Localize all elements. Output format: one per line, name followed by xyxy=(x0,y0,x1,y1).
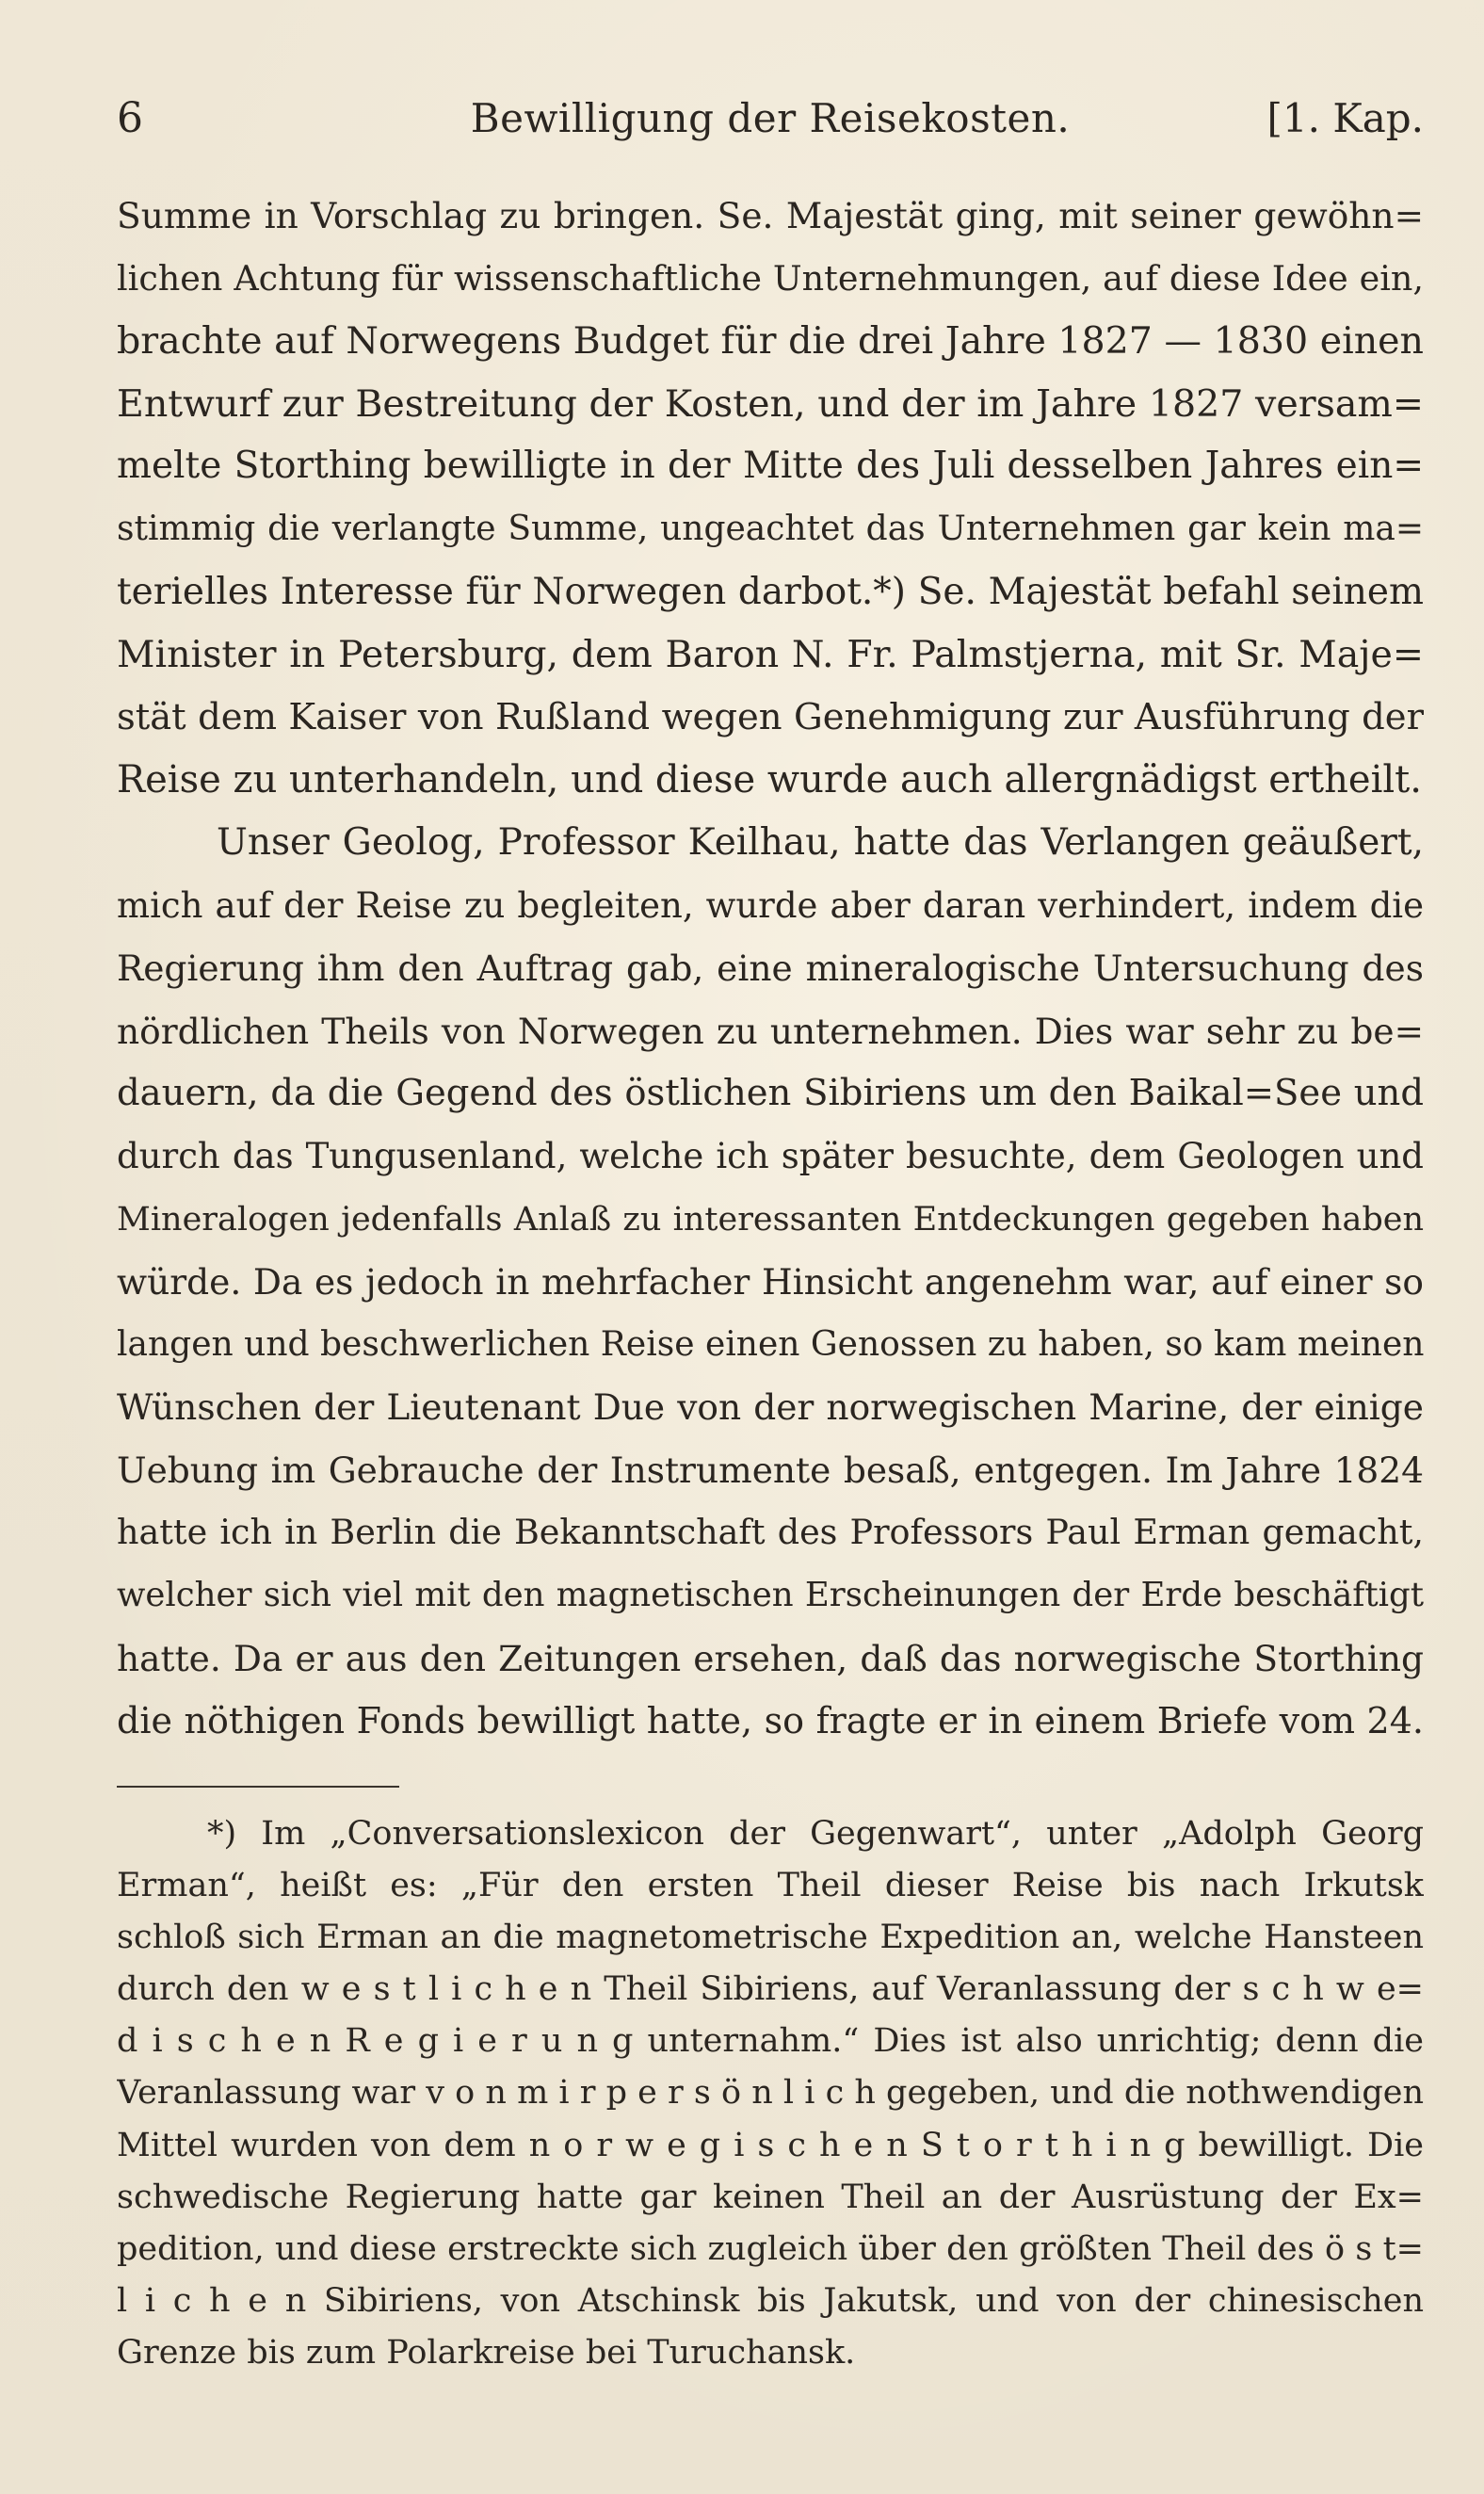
footnote-line: schloß sich Erman an die magnetometrische Expedition an, welche Hansteen xyxy=(117,1919,1424,1957)
text-line: Uebung im Gebrauche der Instrumente besaß, entgegen. Im Jahre 1824 xyxy=(117,1449,1424,1491)
text-line: Minister in Petersburg, dem Baron N. Fr. Palmstjerna, mit Sr. Maje= xyxy=(117,633,1424,677)
text-line: mich auf der Reise zu begleiten, wurde aber daran verhindert, indem die xyxy=(117,884,1424,926)
text-line: hatte. Da er aus den Zeitungen ersehen, daß das norwegische Storthing xyxy=(117,1637,1424,1679)
footnote-line: *) Im „Conversationslexicon der Gegenwart“, unter „Adolph Georg xyxy=(207,1815,1424,1853)
text-line: melte Storthing bewilligte in der Mitte des Juli desselben Jahres ein= xyxy=(117,445,1424,488)
text-line: terielles Interesse für Norwegen darbot.*) Se. Majestät befahl seinem xyxy=(117,570,1424,613)
text-line: Entwurf zur Bestreitung der Kosten, und der im Jahre 1827 versam= xyxy=(117,381,1424,426)
footnote-line: pedition, und diese erstreckte sich zugleich über den größten Theil des ö s t= xyxy=(117,2229,1424,2268)
footnote-line: l i c h e n Sibiriens, von Atschinsk bis Jakutsk, und von der chinesischen xyxy=(117,2281,1424,2320)
footnote-line: d i s c h e n R e g i e r u n g unternahm.“ Dies ist also unrichtig; denn die xyxy=(117,2022,1424,2061)
text-line: Mineralogen jedenfalls Anlaß zu interessanten Entdeckungen gegeben haben xyxy=(117,1200,1424,1239)
page-header xyxy=(117,90,1424,147)
footnote-divider xyxy=(117,1786,399,1788)
running-title: Bewilligung der Reisekosten. xyxy=(470,95,1071,141)
text-line: durch das Tungusenland, welche ich später besuchte, dem Geologen und xyxy=(117,1135,1424,1176)
text-line: die nöthigen Fonds bewilligt hatte, so fragte er in einem Briefe vom 24. xyxy=(117,1700,1424,1742)
text-line: nördlichen Theils von Norwegen zu unternehmen. Dies war sehr zu be= xyxy=(117,1010,1424,1052)
text-line: Regierung ihm den Auftrag gab, eine mineralogische Untersuchung des xyxy=(117,947,1424,990)
text-line: dauern, da die Gegend des östlichen Sibiriens um den Baikal=See und xyxy=(117,1072,1424,1115)
text-line: stät dem Kaiser von Rußland wegen Genehmigung zur Ausführung der xyxy=(117,695,1424,738)
page-number: 6 xyxy=(117,94,143,142)
footnote-line: Erman“, heißt es: „Für den ersten Theil dieser Reise bis nach Irkutsk xyxy=(117,1867,1424,1905)
text-line: Reise zu unterhandeln, und diese wurde auch allergnädigst ertheilt. xyxy=(117,758,1422,802)
footnote-line: Grenze bis zum Polarkreise bei Turuchansk. xyxy=(117,2333,856,2372)
main-text xyxy=(117,185,1424,1753)
text-line: welcher sich viel mit den magnetischen Erscheinungen der Erde beschäftigt xyxy=(117,1576,1424,1615)
footnote-line: schwedische Regierung hatte gar keinen Theil an der Ausrüstung der Ex= xyxy=(117,2178,1424,2216)
footnote xyxy=(117,1808,1424,2379)
text-line: Unser Geolog, Professor Keilhau, hatte das Verlangen geäußert, xyxy=(217,820,1424,864)
text-line: hatte ich in Berlin die Bekanntschaft des Professors Paul Erman gemacht, xyxy=(117,1512,1424,1553)
text-line: stimmig die verlangte Summe, ungeachtet das Unternehmen gar kein ma= xyxy=(117,509,1424,548)
footnote-line: Mittel wurden von dem n o r w e g i s c h e n S t o r t h i n g bewilligt. Die xyxy=(117,2126,1424,2164)
text-line: brachte auf Norwegens Budget für die drei Jahre 1827 — 1830 einen xyxy=(117,319,1424,364)
text-line: langen und beschwerlichen Reise einen Genossen zu haben, so kam meinen xyxy=(117,1324,1424,1364)
text-line: lichen Achtung für wissenschaftliche Unternehmungen, auf diese Idee ein, xyxy=(117,257,1424,299)
text-line: Summe in Vorschlag zu bringen. Se. Majestät ging, mit seiner gewöhn= xyxy=(117,195,1424,236)
text-line: Wünschen der Lieutenant Due von der norwegischen Marine, der einige xyxy=(117,1386,1424,1429)
footnote-line: durch den w e s t l i c h e n Theil Sibiriens, auf Veranlassung der s c h w e= xyxy=(117,1970,1424,2009)
text-line: würde. Da es jedoch in mehrfacher Hinsicht angenehm war, auf einer so xyxy=(117,1261,1424,1304)
chapter-reference: [1. Kap. xyxy=(1266,95,1424,141)
footnote-line: Veranlassung war v o n m i r p e r s ö n l i c h gegeben, und die nothwendigen xyxy=(117,2074,1424,2113)
